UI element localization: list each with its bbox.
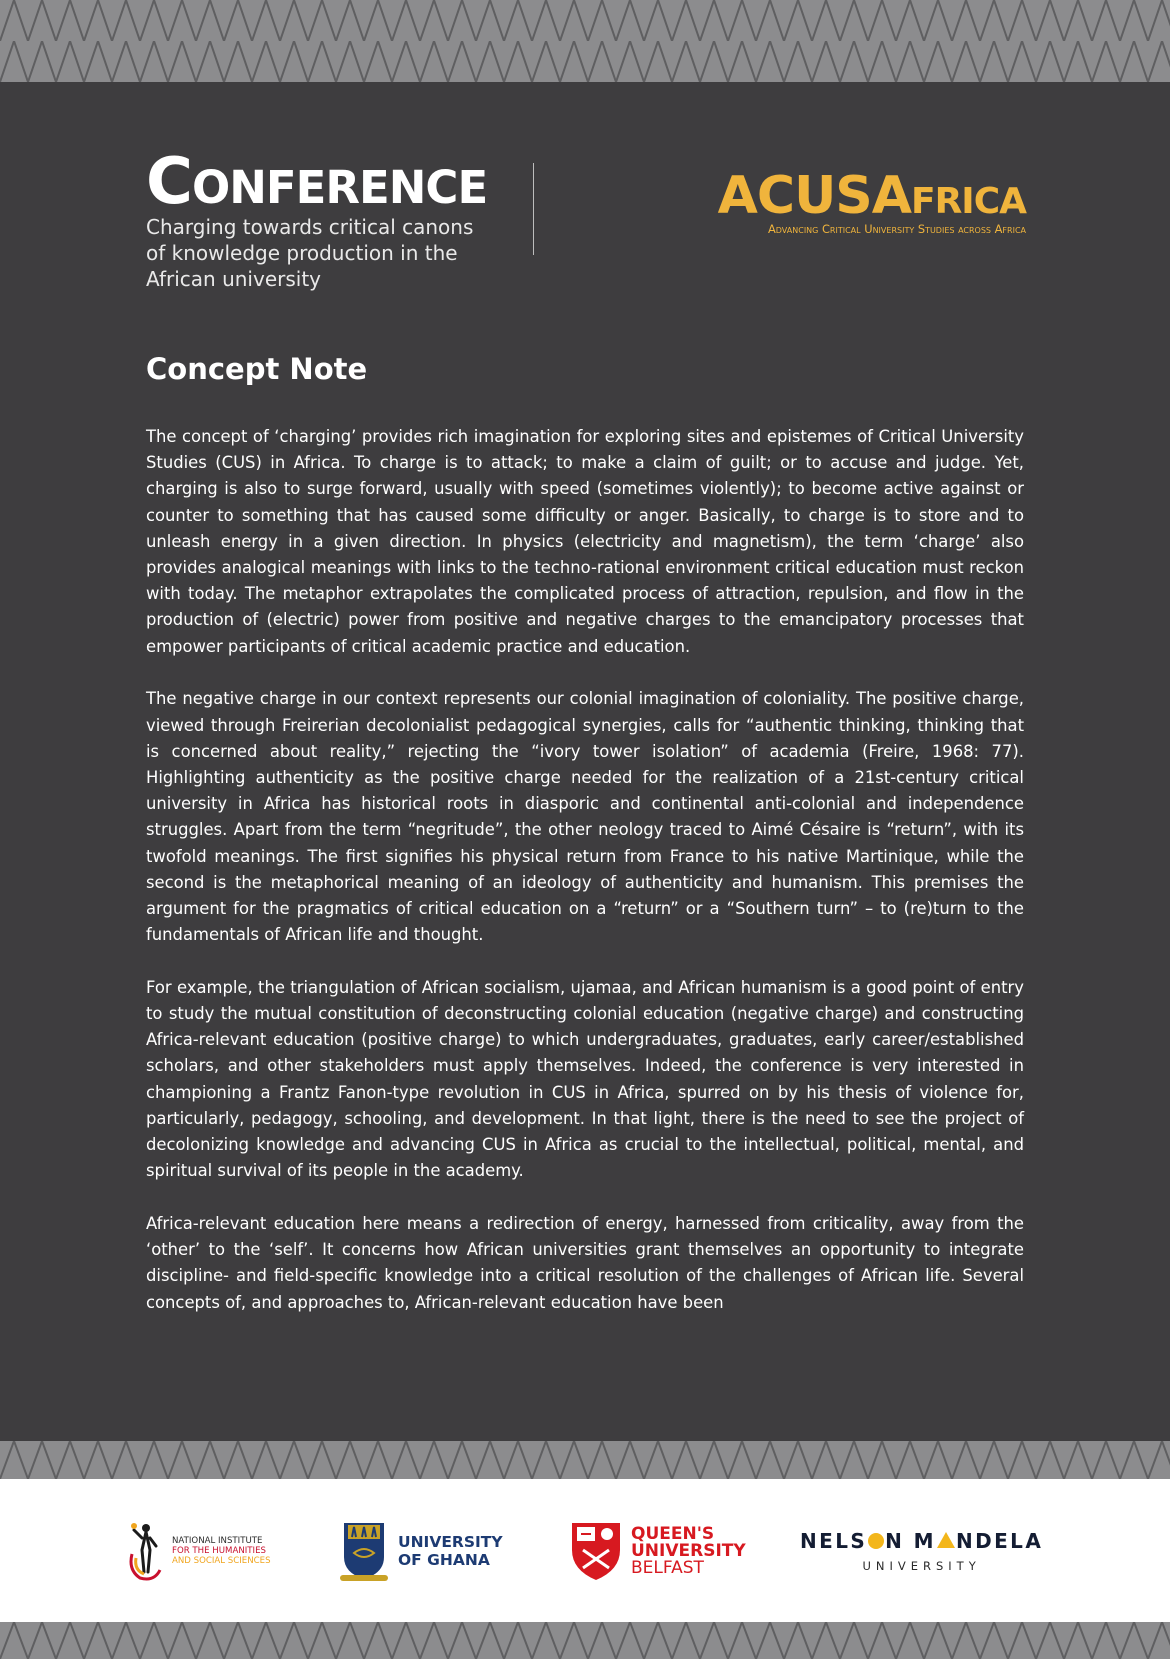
acusa-africa-logo (700, 168, 1026, 236)
acusa-logo-wordmark: ACUSAfrica (717, 166, 1026, 226)
conference-title: Conference (146, 145, 488, 219)
queens-university-belfast-logo (569, 1511, 746, 1591)
ghana-wordmark (398, 1533, 503, 1569)
nihss-figure-icon (126, 1520, 166, 1582)
qub-line1: QUEEN'S (631, 1523, 715, 1544)
nmu-wordmark (800, 1529, 1043, 1553)
nihss-line1: NATIONAL INSTITUTE (172, 1536, 263, 1546)
triangle-pattern-bottom (0, 1622, 1170, 1659)
paragraph: For example, the triangulation of African socialism, ujamaa, and African humanism is a good point of entry to study the mutual constitution of deconstructing colonial education (negative charge) and constructing Africa-relevant education (positive charge) to which undergraduates, graduates, early career/established scholars, and other stakeholders must apply themselves. Indeed, the conference is very interested in championing a Frantz Fanon-type revolution in CUS in Africa, spurred on by his thesis of violence for, particularly, pedagogy, schooling, and development. In that light, there is the need to see the project of decolonizing knowledge and advancing CUS in Africa as crucial to the intellectual, political, mental, and spiritual survival of its people in the academy. (146, 977, 1024, 1181)
nmu-name-part2: N M (885, 1529, 936, 1553)
triangle-icon (937, 1532, 955, 1548)
qub-line3: BELFAST (631, 1557, 704, 1578)
paragraph: The concept of ‘charging’ provides rich imagination for exploring sites and epistemes of Critical University Studies (CUS) in Africa. To charge is to attack; to make a claim of guilt; or to accuse and judge. Yet, charging is also to surge forward, usually with speed (sometimes violently); to become active against or counter to something that has caused some difficulty or anger. Basically, to charge is to store and to unleash energy in a given direction. In physics (electricity and magnetism), the term ‘charge’ also provides analogical meanings with links to the techno-rational environment critical education must reckon with today. The metaphor extrapolates the complicated process of attraction, repulsion, and flow in the production of (electric) power from positive and negative charges to the emancipatory processes that empower participants of critical academic practice and education. (146, 427, 1024, 656)
ghana-crest-icon (338, 1519, 390, 1583)
concept-note-heading: Concept Note (146, 352, 368, 386)
nmu-name-part1: NELS (800, 1529, 868, 1553)
top-pattern-band (0, 0, 1170, 82)
university-of-ghana-logo (338, 1511, 503, 1591)
nihss-logo (126, 1511, 271, 1591)
paragraph: Africa-relevant education here means a redirection of energy, harnessed from criticality, away from the ‘other’ to the ‘self’. It concerns how African universities grant themselves an opportunity to integrate discipline- and field-specific knowledge into a critical resolution of the challenges of African life. Several concepts of, and approaches to, African-relevant education have been (146, 1213, 1024, 1312)
triangle-pattern-top (0, 0, 1170, 82)
triangle-pattern-middle (0, 1441, 1170, 1479)
ghana-line1: UNIVERSITY (398, 1533, 503, 1551)
nmu-name-part3: NDELA (955, 1529, 1044, 1553)
conference-subtitle: Charging towards critical canons of knowledge production in the African university (146, 215, 474, 291)
nihss-line2: FOR THE HUMANITIES (172, 1546, 266, 1556)
nelson-mandela-university-logo (800, 1511, 1043, 1591)
bottom-pattern-band (0, 1622, 1170, 1659)
qub-line2: UNIVERSITY (631, 1540, 746, 1561)
paragraph: The negative charge in our context represents our colonial imagination of coloniality. The positive charge, viewed through Freirerian decolonialist pedagogical synergies, calls for “authentic thinking, thinking that is concerned about reality,” rejecting the “ivory tower isolation” of academia (Freire, 1968: 77). Highlighting authenticity as the positive charge needed for the realization of a 21st-century critical university in Africa has historical roots in diasporic and continental anti-colonial and independence struggles. Apart from the term “negritude”, the other neology traced to Aimé Césaire is “return”, with its twofold meanings. The first signifies his physical return from France to his native Martinique, while the second is the metaphorical meaning of an ideology of authenticity and humanism. This premises the argument for the pragmatics of critical education on a “return” or a “Southern turn” – to (re)turn to the fundamentals of African life and thought. (146, 689, 1024, 945)
qub-shield-icon (569, 1520, 623, 1582)
header-divider (533, 163, 534, 255)
nihss-wordmark (172, 1536, 271, 1566)
nihss-line3: AND SOCIAL SCIENCES (172, 1556, 271, 1566)
middle-pattern-band (0, 1441, 1170, 1479)
concept-note-body (146, 424, 1024, 1342)
qub-wordmark (631, 1523, 746, 1578)
sun-dot-icon (868, 1533, 884, 1549)
acusa-tagline: Advancing Critical University Studies across Africa (768, 222, 1026, 236)
nmu-university-label: UNIVERSITY (862, 1559, 981, 1573)
partner-logos-footer (0, 1479, 1170, 1622)
ghana-line2: OF GHANA (398, 1551, 490, 1569)
